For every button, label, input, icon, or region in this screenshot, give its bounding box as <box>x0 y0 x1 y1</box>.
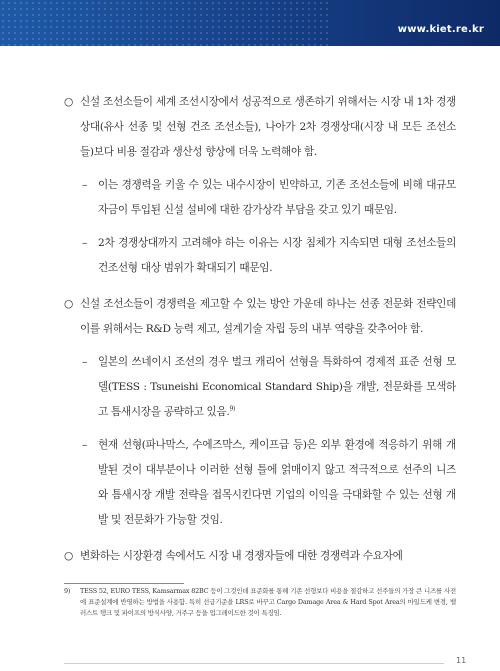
bullet-marker: ○ <box>64 96 73 108</box>
paragraph-text: 일본의 쓰네이시 조선의 경우 벌크 캐리어 선형을 특화하여 경제적 표준 선형 모델(TESS : Tsuneishi Economical Standard Ship)을 개발, 전문화를 모색하고 틈새시장을 공략하고 있음. <box>98 356 456 418</box>
page-number: 11 <box>456 656 467 665</box>
body-text <box>64 90 456 569</box>
paragraph-text: 2차 경쟁상대까지 고려해야 하는 이유는 시장 침체가 지속되면 대형 조선소들의 건조선형 대상 범위가 확대되기 때문임. <box>98 237 456 274</box>
header-banner <box>0 0 500 46</box>
footnote-divider <box>64 583 184 584</box>
footnote-reference[interactable]: 9) <box>229 405 236 413</box>
dash-paragraph-2 <box>64 231 456 281</box>
footnote-marker: 9) <box>64 587 71 595</box>
dash-marker: – <box>82 356 87 368</box>
bullet-paragraph-3 <box>64 544 456 569</box>
footnote <box>64 586 456 619</box>
header-dot-pattern <box>0 0 330 46</box>
paragraph-text: 이는 경쟁력을 키울 수 있는 내수시장이 빈약하고, 기존 조선소들에 비해 대규모 자금이 투입된 신설 설비에 대한 감가상각 부담을 갖고 있기 때문임. <box>98 179 456 216</box>
dash-paragraph-4 <box>64 433 456 533</box>
dash-paragraph-1 <box>64 173 456 223</box>
dash-marker: – <box>82 179 87 191</box>
paragraph-text: 변화하는 시장환경 속에서도 시장 내 경쟁자들에 대한 경쟁력과 수요자에 <box>80 550 403 562</box>
footnote-text: TESS 52, EURO TESS, Kamsarmax 82BC 등이 그것인데 표준화를 통해 기존 선형보다 비용을 절감하고 선주들의 가장 큰 니즈를 사전에 표준설계에 반영하는 방법을 사용함. 특히 선급기준을 LRS로 바꾸고 Cargo Damage Area & Hard Spot Area의 마일드케 변경, 밸러스트 탱크 및 파이프의 방식사양, 거주구 등을 업그레이드한 것이 특징임. <box>80 587 456 617</box>
bullet-marker: ○ <box>64 550 73 562</box>
paragraph-text: 현재 선형(파나막스, 수에즈막스, 케이프급 등)은 외부 환경에 적응하기 위해 개발된 것이 대부분이나 이러한 선형 틀에 얽매이지 않고 적극적으로 선주의 니즈와 틈새시장 개발 전략을 접목시킨다면 기업의 이익을 극대화할 수 있는 선형 개발 및 전문화가 가능할 것임. <box>98 439 456 526</box>
paragraph-text: 신설 조선소들이 경쟁력을 제고할 수 있는 방안 가운데 하나는 선종 전문화 전략인데 이를 위해서는 R&D 능력 제고, 설계기술 자립 등의 내부 역량을 갖추어야 함. <box>80 298 456 335</box>
bullet-marker: ○ <box>64 298 73 310</box>
bullet-paragraph-2 <box>64 292 456 342</box>
bullet-paragraph-1 <box>64 90 456 165</box>
dash-paragraph-3 <box>64 350 456 425</box>
dash-marker: – <box>82 439 87 451</box>
header-url[interactable]: www.kiet.re.kr <box>397 24 484 35</box>
paragraph-text: 신설 조선소들이 세계 조선시장에서 성공적으로 생존하기 위해서는 시장 내 1차 경쟁상대(유사 선종 및 선형 건조 조선소들), 나아가 2차 경쟁상대(시장 내 모든 조선소들)보다 비용 절감과 생산성 향상에 더욱 노력해야 함. <box>80 96 456 158</box>
dash-marker: – <box>82 237 87 249</box>
footer-divider <box>64 663 444 664</box>
